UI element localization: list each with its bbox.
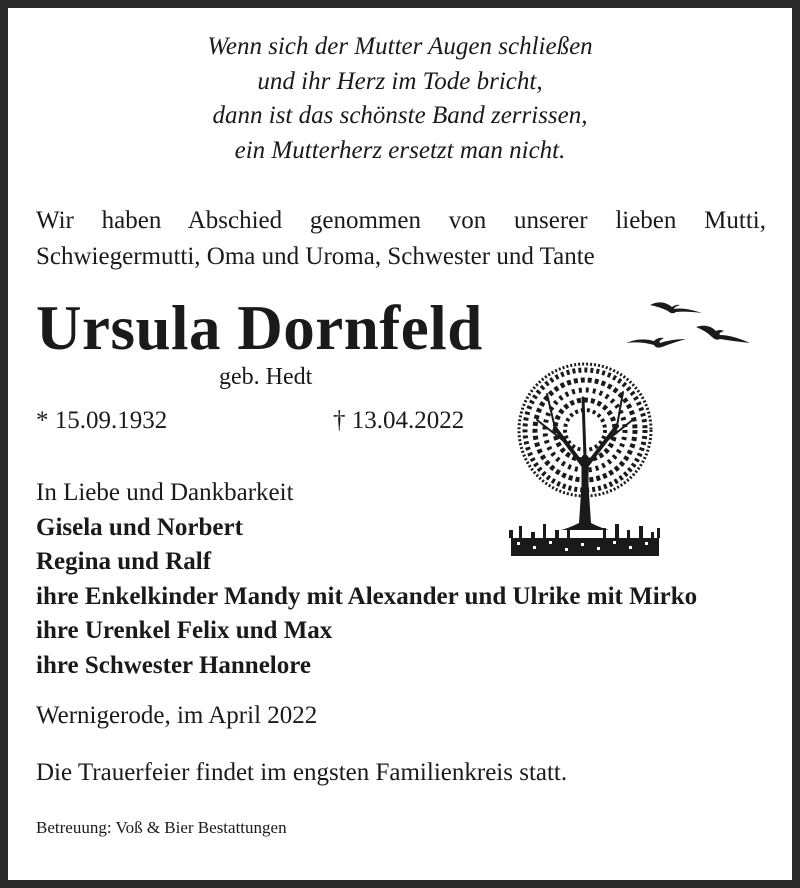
intro-line: Schwiegermutti, Oma und Uroma, Schwester und Tante (36, 243, 595, 270)
intro-text (36, 203, 766, 275)
poem-line: dann ist das schönste Band zerrissen, (212, 102, 588, 129)
mourner-name: ihre Schwester Hannelore (36, 651, 311, 679)
poem (0, 30, 800, 168)
place-date: Wernigerode, im April 2022 (36, 702, 318, 729)
bird-icon (626, 338, 686, 348)
intro-line: Wir haben Abschied genommen von unserer lieben Mutti, (36, 207, 766, 234)
poem-line: Wenn sich der Mutter Augen schließen (207, 33, 593, 60)
mourner-name: ihre Urenkel Felix und Max (36, 617, 333, 644)
birth-date: * 15.09.1932 (36, 407, 168, 434)
funeral-note: Die Trauerfeier findet im engsten Familienkreis statt. (36, 759, 568, 786)
undertaker: Betreuung: Voß & Bier Bestattungen (36, 818, 287, 837)
mourner-name: Gisela und Norbert (36, 513, 243, 541)
deceased-name: Ursula Dornfeld (36, 293, 483, 363)
mourner-name: ihre Enkelkinder Mandy mit Alexander und Ulrike mit Mirko (36, 582, 698, 610)
bird-icon (650, 302, 702, 313)
poem-line: ein Mutterherz ersetzt man nicht. (234, 136, 566, 164)
mourners-heading: In Liebe und Dankbarkeit (36, 479, 294, 506)
mourners (36, 476, 697, 683)
death-date: † 13.04.2022 (333, 407, 465, 434)
bird-icon (696, 326, 750, 343)
maiden-name: geb. Hedt (219, 364, 313, 390)
flying-birds-icon (620, 295, 760, 355)
poem-line: und ihr Herz im Tode bricht, (257, 67, 543, 95)
mourner-name: Regina und Ralf (36, 548, 212, 575)
